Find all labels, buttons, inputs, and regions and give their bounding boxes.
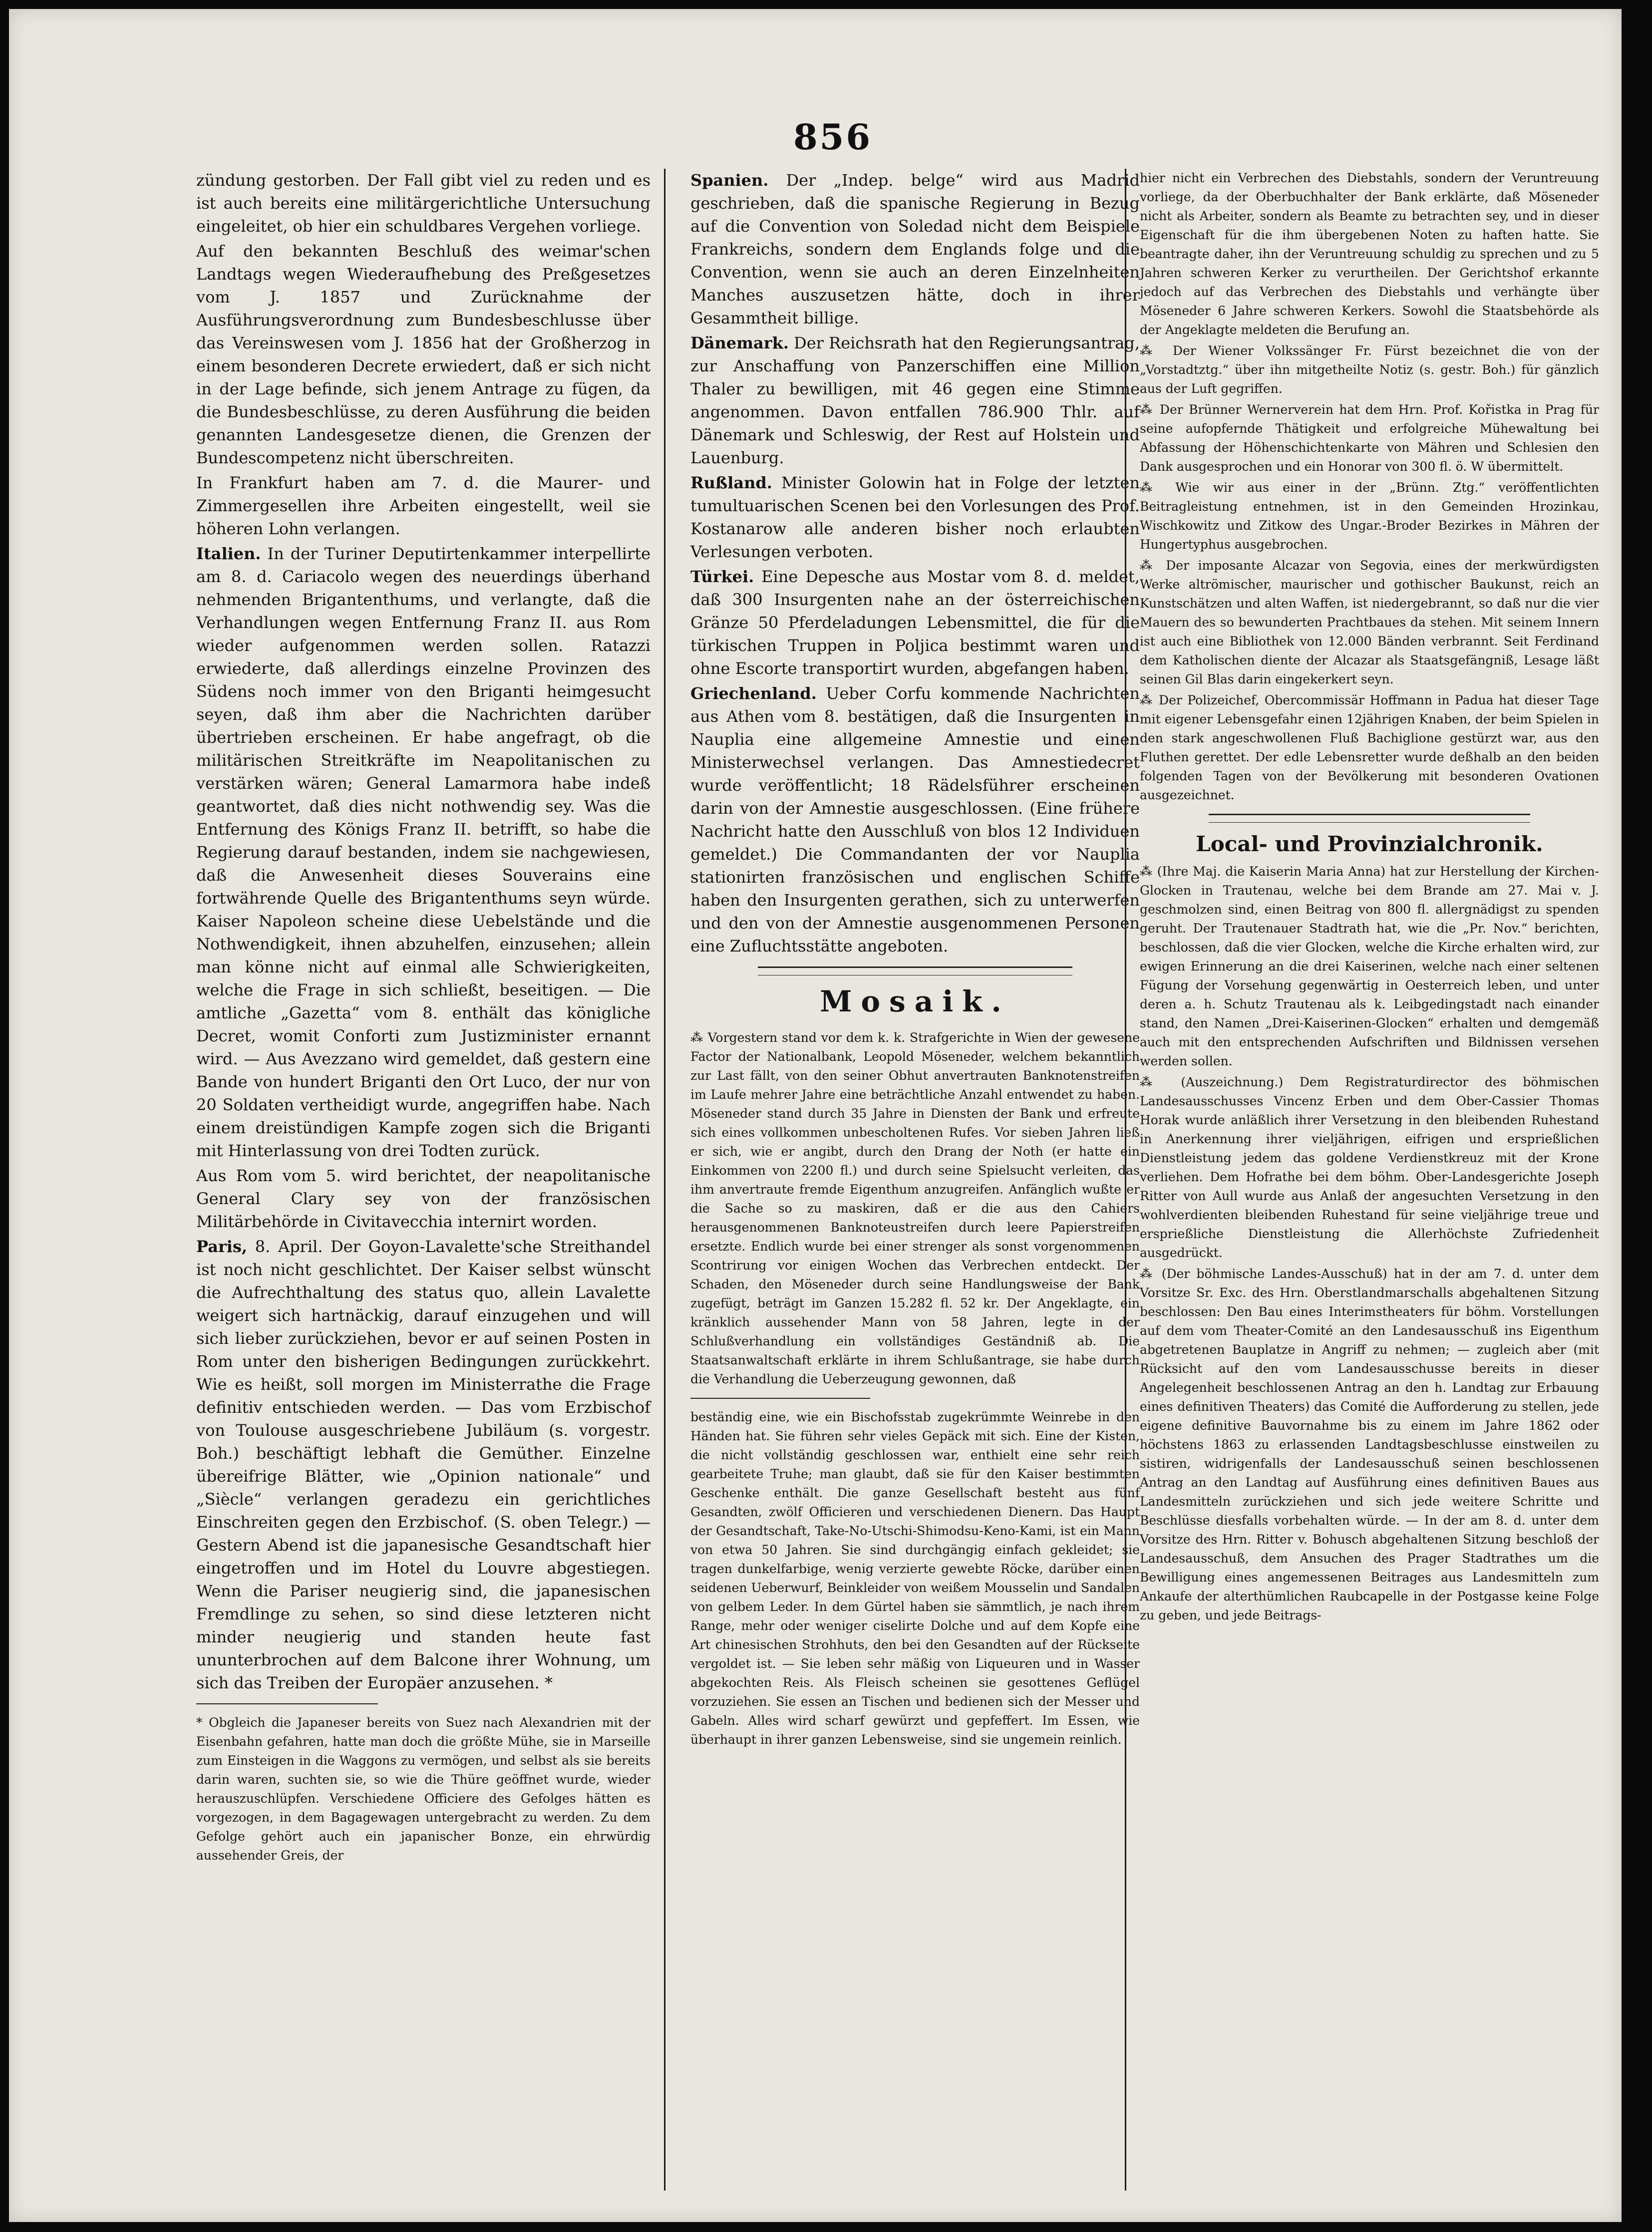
article-paragraph: Auf den bekannten Beschluß des weimar'schen Landtags wegen Wiederaufhebung des Preßgesetzes vom J. 1857 und Zurücknahme der Ausführungsverordnung zum Bundesbeschlusse über das Vereinswesen vom J. 1856 hat der Großherzog in einem besonderen Decrete erwiedert, daß er sich nicht in der Lage befinde, sich jenem Antrage zu fügen, da die Bundesbeschlüsse, zu deren Ausführung die beiden genannten Landesgesetze dienen, die Grenzen der Bundescompetenz nicht überschreiten. — [196, 242, 651, 467]
column-2 — [690, 169, 1140, 1751]
ornament-divider — [1209, 814, 1530, 823]
article-paragraph — [690, 565, 1140, 680]
news-item: ⁂ (Auszeichnung.) Dem Registraturdirector des böhmischen Landesausschusses Vincenz Erben und dem Ober-Cassier Thomas Horak wurde anläßlich ihrer Versetzung in den bleibenden Ruhestand in Anerkennung ihrer vieljährigen, eifrigen und ersprießlichen Dienstleistung jedem das goldene Verdienstkreuz mit der Krone verliehen. Dem Hofrathe bei dem böhm. Ober-Landesgerichte Joseph Ritter von Aull wurde aus Anlaß der angesuchten Versetzung in den wohlverdienten bleibenden Ruhestand für seine vieljährige treue und ersprießliche Dienstleistung die Allerhöchste Zufriedenheit ausgedrückt. — [1140, 1075, 1599, 1260]
news-item: ⁂ Der Brünner Wernerverein hat dem Hrn. Prof. Kořistka in Prag für seine aufopfernde Thätigkeit und erfolgreiche Mühewaltung bei Abfassung der Höhenschichtenkarte von Mähren und Schlesien den Dank ausgesprochen und ein Honorar von 300 fl. ö. W übermittelt. — [1140, 402, 1599, 474]
section-heading-local-chronicle: Local- und Provinzialchronik. — [1196, 832, 1543, 856]
column-1 — [196, 169, 651, 1867]
country-heading: Dänemark. — [690, 333, 789, 352]
news-item: hier nicht ein Verbrechen des Diebstahls, sondern der Veruntreuung vorliege, da der Oberbuchhalter der Bank erklärte, daß Möseneder nicht als Arbeiter, sondern als Beamte zu betrachten sey, und in dieser Eigenschaft für die ihm übergebenen Noten zu haften hatte. Sie beantragte daher, ihn der Veruntreuung schuldig zu sprechen und zu 5 Jahren schweren Kerker zu verurtheilen. Der Gerichtshof erkannte jedoch auf das Verbrechen des Diebstahls und verhängte über Möseneder 6 Jahre schweren Kerkers. Sowohl die Staatsbehörde als der Angeklagte meldeten die Berufung an. — [1140, 171, 1599, 337]
article-text: Der Reichsrath hat den Regierungsantrag, zur Anschaffung von Panzerschiffen eine Million Thaler zu bewilligen, mit 46 gegen eine Stimme angenommen. Davon entfallen 786.900 Thlr. auf Dänemark und Schleswig, der Rest auf Holstein und Lauenburg. — [690, 333, 1140, 467]
city-heading: Paris, — [196, 1237, 248, 1256]
news-item: ⁂ (Ihre Maj. die Kaiserin Maria Anna) hat zur Herstellung der Kirchen-Glocken in Trautenau, welche bei dem Brande am 27. Mai v. J. geschmolzen sind, einen Beitrag von 800 fl. allergnädigst zu spenden geruht. Der Trautenauer Stadtrath hat, wie die „Pr. Nov.“ berichten, beschlossen, daß die vier Glocken, welche die Kirche erhalten wird, zur ewigen Erinnerung an die drei Kaiserinen, welche nach einer seltenen Fügung der Vorsehung gegenwärtig in Oesterreich leben, und unter deren a. h. Schutz Trautenau als k. Leibgedingstadt nach einander stand, den Namen „Drei-Kaiserinen-Glocken“ erhalten und demgemäß auch mit den entsprechenden Aufschriften und Bildnissen versehen werden sollen. — [1140, 864, 1599, 1068]
article-paragraph — [196, 542, 651, 1162]
article-text: 8. April. Der Goyon-Lavalette'sche Streithandel ist noch nicht geschlichtet. Der Kaiser selbst wünscht die Aufrechthaltung des status quo, allein Lavalette weigert sich hartnäckig, darauf einzugehen und will sich lieber zurückziehen, bevor er auf seinen Posten in Rom unter den bisherigen Bedingungen zurückkehrt. Wie es heißt, soll morgen im Ministerrathe die Frage definitiv entschieden werden. — Das vom Erzbischof von Toulouse ausgeschriebene Jubiläum (s. vorgestr. Boh.) beschäftigt lebhaft die Gemüther. Einzelne übereifrige Blätter, wie „Opinion nationale“ und „Siècle“ verlangen geradezu ein gerichtliches Einschreiten gegen den Erzbischof. (S. oben Telegr.) — Gestern Abend ist die japanesische Gesandtschaft hier eingetroffen und im Hotel du Louvre abgestiegen. Wenn die Pariser neugierig sind, die japanesischen Fremdlinge zu sehen, so sind diese letzteren nicht minder neugierig und standen heute fast ununterbrochen auf dem Balcone ihrer Wohnung, um sich das Treiben der Europäer anzusehen. * — [196, 1237, 651, 1692]
country-heading: Türkei. — [690, 567, 754, 586]
article-paragraph — [690, 169, 1140, 329]
ornament-divider — [758, 966, 1072, 975]
footnote-rule — [690, 1398, 870, 1399]
column-3 — [1140, 169, 1599, 1627]
footnote: * Obgleich die Japaneser bereits von Suez nach Alexandrien mit der Eisenbahn gefahren, hatte man doch die größte Mühe, sie in Marseille zum Einsteigen in die Waggons zu vermögen, und selbst als sie bereits darin waren, suchten sie, so wie die Thüre geöffnet wurde, wieder herauszuschlüpfen. Verschiedene Officiere des Gefolges hätten es vorgezogen, in dem Bagagewagen untergebracht zu werden. Zu dem Gefolge gehört auch ein japanischer Bonze, ein ehrwürdig aussehender Greis, der — [196, 1715, 651, 1863]
news-item: ⁂ Der Polizeichef, Obercommissär Hoffmann in Padua hat dieser Tage mit eigener Lebensgefahr einen 12jährigen Knaben, der beim Spielen in den stark angeschwollenen Fluß Bachiglione gestürzt war, aus den Fluthen gerettet. Der edle Lebensretter wurde deßhalb an den beiden folgenden Tagen von der Bevölkerung mit besonderen Ovationen ausgezeichnet. — [1140, 693, 1599, 802]
article-paragraph: zündung gestorben. Der Fall gibt viel zu reden und es ist auch bereits eine militärgerichtliche Untersuchung eingeleitet, ob hier ein schuldbares Vergehen vorliege. — [196, 171, 651, 236]
article-text: In der Turiner Deputirtenkammer interpellirte am 8. d. Cariacolo wegen des neuerdings überhand nehmenden Brigantenthums, und verlangte, daß die Verhandlungen wegen Entfernung Franz II. aus Rom wieder aufgenommen werden sollen. Ratazzi erwiederte, daß allerdings einzelne Provinzen des Südens noch immer von den Briganti heimgesucht seyen, daß ihm aber die Nachrichten darüber übertrieben erscheinen. Er habe angefragt, ob die militärischen Streitkräfte im Neapolitanischen zu verstärken wären; General Lamarmora habe indeß geantwortet, daß dies nicht nothwendig sey. Was die Entfernung des Königs Franz II. betrifft, so habe die Regierung darauf bestanden, indem sie nachgewiesen, daß die Anwesenheit dieses Souverains eine fortwährende Quelle des Brigantenthums seyn würde. Kaiser Napoleon scheine diese Uebelstände und die Nothwendigkeit, ihnen abzuhelfen, einzusehen; allein man könne nicht auf einmal alle Schwierigkeiten, welche die Frage in sich schließt, beseitigen. — Die amtliche „Gazetta“ vom 8. enthält das königliche Decret, womit Conforti zum Justizminister ernannt wird. — Aus Avezzano wird gemeldet, daß gestern eine Bande von hundert Briganti den Ort Luco, der nur von 20 Soldaten vertheidigt wurde, angegriffen habe. Nach einem dreistündigen Kampfe zogen sich die Briganti mit Hinterlassung von drei Todten zurück. — [196, 544, 651, 1160]
article-paragraph — [690, 471, 1140, 563]
news-item: ⁂ Der imposante Alcazar von Segovia, eines der merkwürdigsten Werke altrömischer, maurischer und gothischer Baukunst, reich an Kunstschätzen und alten Waffen, ist niedergebrannt, so daß nur die vier Mauern des so bewunderten Prachtbaues da stehen. Mit seinem Innern ist auch eine Bibliothek von 12.000 Bänden verbrannt. Seit Ferdinand dem Katholischen diente der Alcazar als Staatsgefängniß, Lesage läßt seinen Gil Blas darin eingekerkert seyn. — [1140, 558, 1599, 686]
newspaper-page — [9, 9, 1622, 2222]
footnote-rule — [196, 1703, 378, 1704]
article-paragraph — [690, 682, 1140, 957]
article-text: Eine Depesche aus Mostar vom 8. d. meldet, daß 300 Insurgenten nahe an der österreichischen Gränze 50 Pferdeladungen Lebensmittel, die für die türkischen Truppen in Poljica bestimmt waren und ohne Escorte transportirt wurden, abgefangen haben. — [690, 567, 1140, 678]
article-text: Der „Indep. belge“ wird aus Madrid geschrieben, daß die spanische Regierung in Bezug auf die Convention von Soledad nicht dem Beispiele Frankreichs, sondern dem Englands folge und die Convention, wenn sie auch an deren Einzelnheiten Manches auszusetzen hätte, doch in ihrer Gesammtheit billige. — [690, 171, 1140, 327]
column-rule — [664, 169, 665, 2191]
article-text: Ueber Corfu kommende Nachrichten aus Athen vom 8. bestätigen, daß die Insurgenten in Nauplia eine allgemeine Amnestie und einen Ministerwechsel verlangen. Das Amnestiedecret wurde veröffentlicht; 18 Rädelsführer erscheinen darin von der Amnestie ausgeschlossen. (Eine frühere Nachricht hatte den Ausschluß von blos 12 Individuen gemeldet.) Die Commandanten der vor Nauplia stationirten französischen und englischen Schiffe haben den Insurgenten gerathen, sich zu unterwerfen und den von der Amnestie ausgenommenen Personen eine Zufluchtsstätte angeboten. — [690, 684, 1140, 956]
news-item: ⁂ Der Wiener Volkssänger Fr. Fürst bezeichnet die von der „Vorstadtztg.“ über ihn mitgetheilte Notiz (s. gestr. Boh.) für gänzlich aus der Luft gegriffen. — [1140, 343, 1599, 396]
article-paragraph: In Frankfurt haben am 7. d. die Maurer- und Zimmergesellen ihre Arbeiten eingestellt, weil sie höheren Lohn verlangen. — [196, 473, 651, 538]
country-heading: Griechenland. — [690, 684, 817, 703]
section-heading-mosaik: Mosaik. — [820, 984, 1010, 1018]
page-number: 856 — [793, 116, 873, 158]
article-paragraph: Aus Rom vom 5. wird berichtet, der neapolitanische General Clary sey von der französischen Militärbehörde in Civitavecchia internirt worden. — [196, 1166, 651, 1231]
country-heading: Rußland. — [690, 473, 772, 492]
news-item: ⁂ Vorgestern stand vor dem k. k. Strafgerichte in Wien der gewesene Factor der Nationalbank, Leopold Möseneder, welchem bekanntlich zur Last fällt, von den seiner Obhut anvertrauten Banknotenstreifen im Laufe mehrer Jahre eine beträchtliche Anzahl entwendet zu haben. Möseneder stand durch 35 Jahre in Diensten der Bank und erfreute sich eines vollkommen unbescholtenen Rufes. Vor sieben Jahren ließ er sich, wie er angibt, durch den Drang der Noth (er hatte ein Einkommen von 2200 fl.) und durch seine Spielsucht verleiten, das ihm anvertraute fremde Eigenthum anzugreifen. Anfänglich wußte er die Sache so zu maskiren, daß er die aus den Cahiers herausgenommenen Banknoteustreifen durch leere Papierstreifen ersetzte. Endlich wurde bei einer strenger als sonst vorgenommenen Scontrirung vor einigen Wochen das Verbrechen entdeckt. Der Schaden, den Möseneder durch seine Handlungsweise der Bank zugefügt, beträgt im Ganzen 15.282 fl. 52 kr. Der Angeklagte, ein kränklich aussehender Mann von 58 Jahren, legte in der Schlußverhandlung ein vollständiges Geständniß ab. Die Staatsanwaltschaft erklärte in ihrem Schlußantrage, sie habe durch die Verhandlung die Ueberzeugung gewonnen, daß — [690, 1030, 1140, 1386]
news-item: ⁂ (Der böhmische Landes-Ausschuß) hat in der am 7. d. unter dem Vorsitze Sr. Exc. des Hrn. Oberstlandmarschalls abgehaltenen Sitzung beschlossen: Den Bau eines Interimstheaters für böhm. Vorstellungen auf dem vom Theater-Comité an den Landesausschuß ins Eigenthum abgetretenen Bauplatze in Angriff zu nehmen; — zugleich aber (mit Rücksicht auf den vom Landesausschusse bereits in dieser Angelegenheit beschlossenen Antrag an den h. Landtag zur Erbauung eines definitiven Theaters) das Comité die Aufforderung zu stellen, jede eigene definitive Bauvornahme bis zu einem im Jahre 1862 oder höchstens 1863 zu erlassenden Landtagsbeschlusse einstweilen zu sistiren, widrigenfalls der Landesausschuß seinen beschlossenen Antrag an den Landtag auf Ausführung eines definitiven Baues aus Landesmitteln zurückziehen und sich jede weitere Schritte und Beschlüsse diesfalls vorbehalten würde. — In der am 8. d. unter dem Vorsitze des Hrn. Ritter v. Bohusch abgehaltenen Sitzung beschloß der Landesausschuß, dem Ansuchen des Prager Stadtrathes um die Bewilligung eines angemessenen Beitrages aus Landesmitteln zum Ankaufe der alterthümlichen Raubcapelle in der Postgasse keine Folge zu geben, und jede Beitrags- — [1140, 1267, 1599, 1622]
article-paragraph — [690, 331, 1140, 469]
news-item: ⁂ Wie wir aus einer in der „Brünn. Ztg.“ veröffentlichten Beitragleistung entnehmen, ist in den Gemeinden Hrozinkau, Wischkowitz und Zitkow des Ungar.-Broder Bezirkes in Mähren der Hungertyphus ausgebrochen. — [1140, 480, 1599, 552]
article-text: Minister Golowin hat in Folge der letzten tumultuarischen Scenen bei den Vorlesungen des Prof. Kostanarow alle anderen bisher noch erlaubten Verlesungen verboten. — [690, 473, 1140, 561]
footnote-continuation: beständig eine, wie ein Bischofsstab zugekrümmte Weinrebe in den Händen hat. Sie führen sehr vieles Gepäck mit sich. Eine der Kisten, die nicht vollständig geschlossen war, enthielt eine sehr reich gearbeitete Truhe; man glaubt, daß sie für den Kaiser bestimmten Geschenke enthält. Die ganze Gesellschaft besteht aus fünf Gesandten, zwölf Officieren und verschiedenen Dienern. Das Haupt der Gesandtschaft, Take-No-Utschi-Shimodsu-Keno-Kami, ist ein Mann von etwa 50 Jahren. Sie sind durchgängig einfach gekleidet; sie tragen dunkelfarbige, wenig verzierte gewebte Röcke, darüber einen seidenen Ueberwurf, Beinkleider von weißem Mousselin und Sandalen von gelbem Leder. In dem Gürtel haben sie sämmtlich, je nach ihrem Range, mehr oder weniger ciselirte Dolche und auf dem Kopfe eine Art chinesischen Strohhuts, den bei den Gesandten auf der Rückseite vergoldet ist. — Sie leben sehr mäßig von Liqueuren und in Wasser abgekochten Reis. Als Fleisch scheinen sie gesottenes Geflügel vorzuziehen. Sie essen an Tischen und bedienen sich der Messer und Gabeln. Alles wird scharf gewürzt und gepfeffert. Im Essen, wie überhaupt in ihrer ganzen Lebensweise, sind sie ungemein reinlich. — [690, 1410, 1140, 1747]
country-heading: Spanien. — [690, 171, 769, 190]
country-heading: Italien. — [196, 544, 261, 563]
article-paragraph — [196, 1235, 651, 1694]
